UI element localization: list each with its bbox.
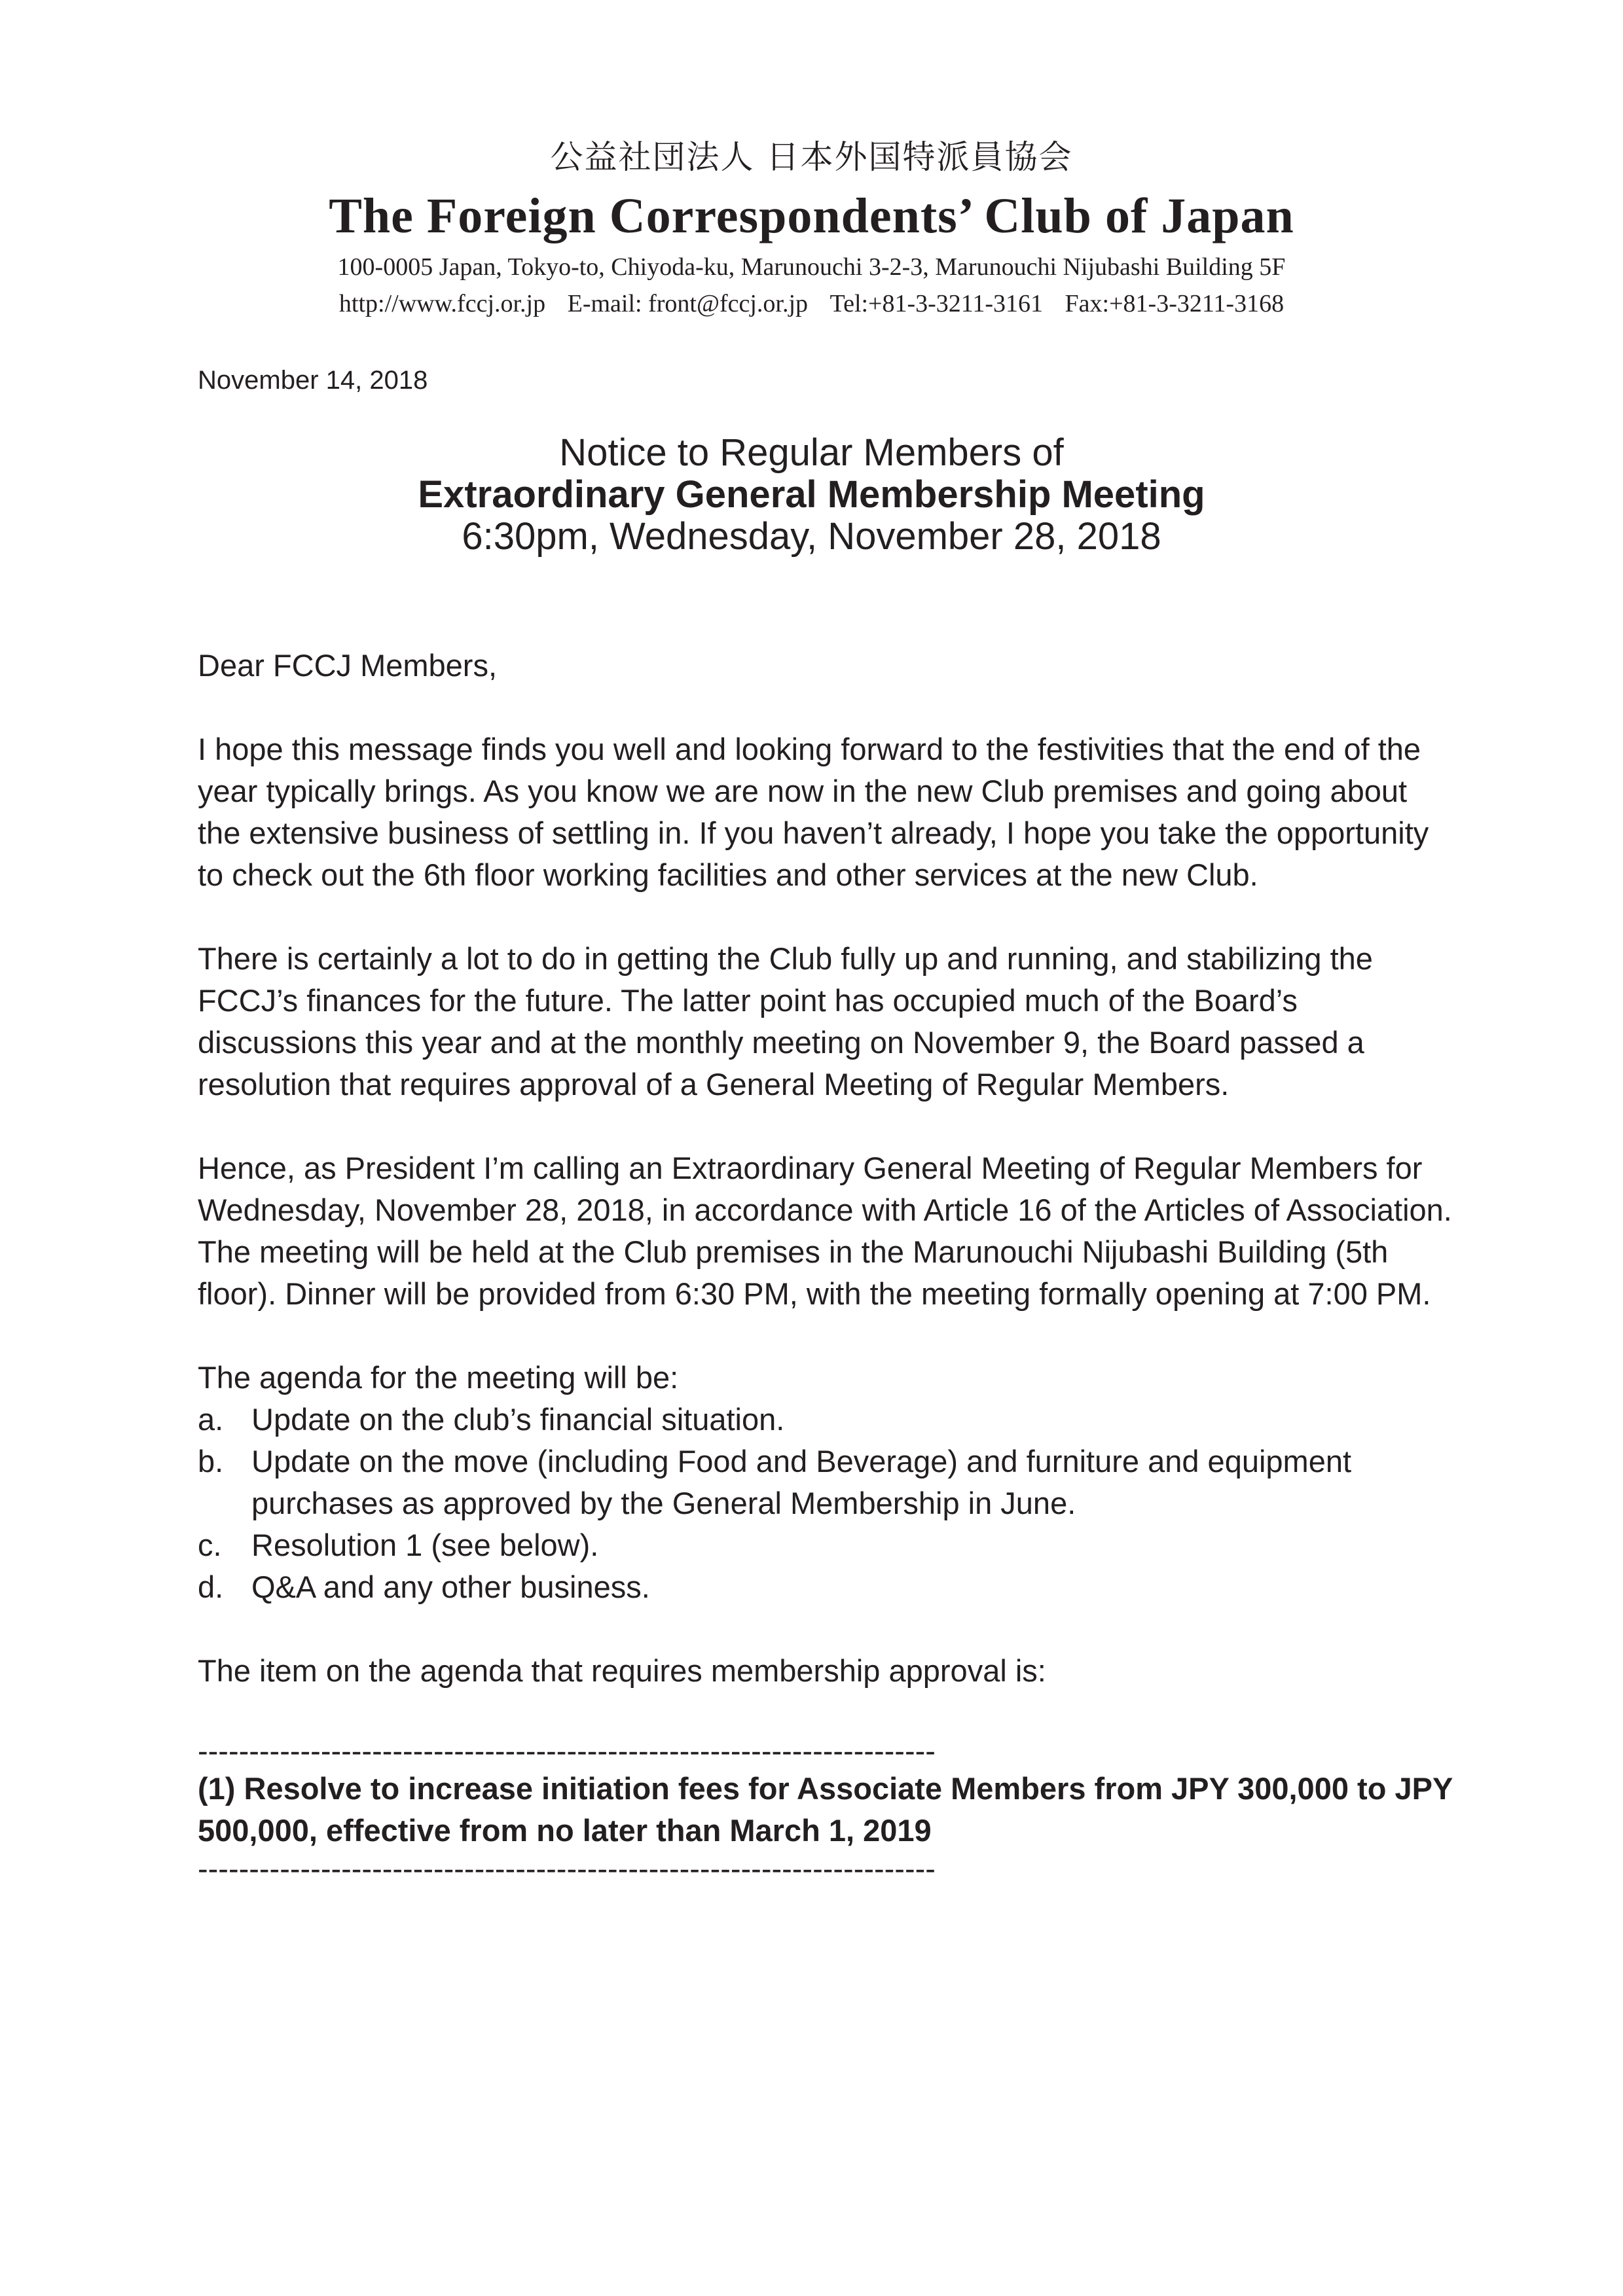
agenda-item — [198, 1524, 1455, 1566]
paragraph: Hence, as President I’m calling an Extraordinary General Meeting of Regular Members for Wednesday, November 28, 2018, in accordance with Article 16 of the Articles of Association. The meeting will be held at the Club premises in the Marunouchi Nijubashi Building (5th floor). Dinner will be provided from 6:30 PM, with the meeting formally opening at 7:00 PM. — [198, 1151, 1452, 1311]
letterhead-address: 100-0005 Japan, Tokyo-to, Chiyoda-ku, Marunouchi 3-2-3, Marunouchi Nijubashi Building 5F — [337, 253, 1286, 281]
notice-title — [0, 432, 1623, 558]
letter-date: November 14, 2018 — [198, 366, 428, 395]
letterhead-website: http://www.fccj.or.jp — [338, 290, 546, 317]
letterhead-email: E-mail: front@fccj.or.jp — [567, 290, 809, 317]
paragraph: There is certainly a lot to do in getting the Club fully up and running, and stabilizing the FCCJ’s finances for the future. The latter point has occupied much of the Board’s discussions this year and at the monthly meeting on November 9, the Board passed a resolution that requires approval of a General Meeting of Regular Members. — [198, 941, 1373, 1102]
agenda-item-text: Update on the move (including Food and Beverage) and furniture and equipment purchases as approved by the General Membership in June. — [251, 1444, 1352, 1520]
agenda-intro: The agenda for the meeting will be: — [198, 1360, 679, 1395]
agenda-item-letter: c. — [198, 1528, 222, 1562]
letterhead-japanese-name: 公益社団法人 日本外国特派員協会 — [550, 138, 1073, 176]
separator-top: ------------------------------------------------------------------------ — [198, 1734, 936, 1768]
notice-title-line-2: Extraordinary General Membership Meeting — [418, 473, 1205, 516]
agenda-item-letter: d. — [198, 1570, 224, 1604]
resolution-text: (1) Resolve to increase initiation fees for Associate Members from JPY 300,000 to JPY 500,000, effective from no later than March 1, 2019 — [198, 1771, 1453, 1848]
separator-bottom: ------------------------------------------------------------------------ — [198, 1852, 936, 1886]
agenda-item — [198, 1399, 1455, 1441]
letterhead-tel: Tel:+81-3-3211-3161 — [830, 290, 1044, 317]
agenda-item — [198, 1566, 1455, 1608]
letterhead-fax: Fax:+81-3-3211-3168 — [1065, 290, 1285, 317]
letterhead — [0, 131, 1623, 322]
agenda-item-text: Resolution 1 (see below). — [251, 1528, 599, 1562]
agenda-item — [198, 1441, 1455, 1524]
approval-intro: The item on the agenda that requires membership approval is: — [198, 1653, 1046, 1688]
agenda-item-letter: a. — [198, 1402, 224, 1437]
letterhead-club-name: The Foreign Correspondents’ Club of Japan — [329, 188, 1294, 243]
notice-title-line-3: 6:30pm, Wednesday, November 28, 2018 — [462, 515, 1161, 558]
resolution-block — [198, 1734, 1455, 1886]
agenda-item-text: Update on the club’s financial situation. — [251, 1402, 785, 1437]
agenda-item-letter: b. — [198, 1444, 224, 1479]
letter-body — [198, 645, 1455, 1886]
agenda-item-text: Q&A and any other business. — [251, 1570, 650, 1604]
salutation: Dear FCCJ Members, — [198, 648, 498, 683]
letterhead-contact — [0, 285, 1623, 322]
paragraph: I hope this message finds you well and looking forward to the festivities that the end of the year typically brings. As you know we are now in the new Club premises and going about the extensive business of settling in. If you haven’t already, I hope you take the opportunity to check out the 6th floor working facilities and other services at the new Club. — [198, 732, 1429, 892]
agenda-list — [198, 1399, 1455, 1608]
notice-title-line-1: Notice to Regular Members of — [559, 431, 1064, 474]
